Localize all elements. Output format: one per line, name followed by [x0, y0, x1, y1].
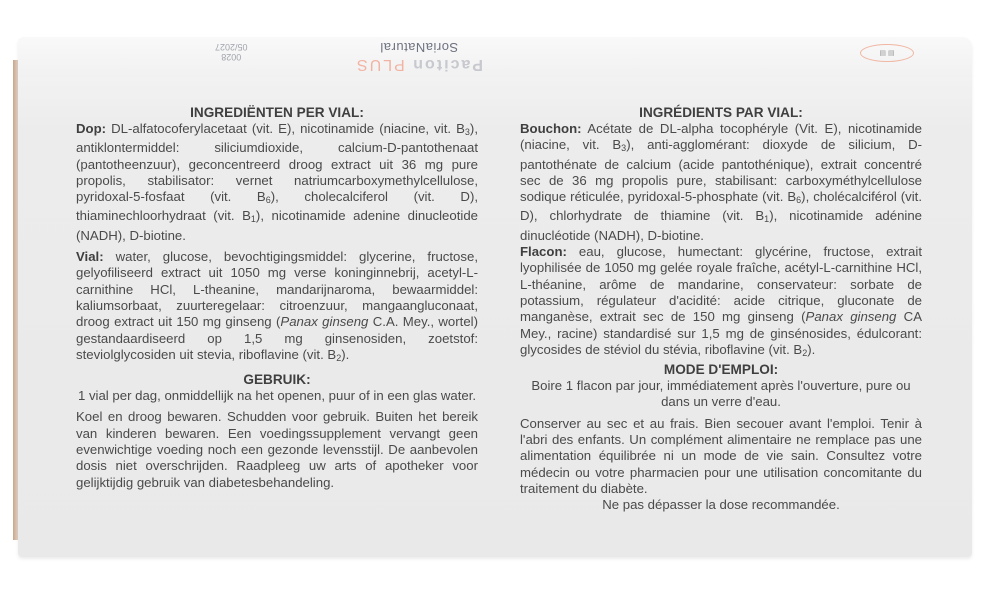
- recycle-badge-icon: ▤ ▤: [860, 44, 914, 62]
- brand-logo: SoriaNatural: [379, 40, 459, 55]
- dutch-usage-heading: GEBRUIK:: [243, 372, 311, 388]
- french-column: [520, 104, 922, 514]
- french-bouchon-paragraph: Bouchon: Acétate de DL-alpha tocophéryle (Vit. E), nicotinamide (niacine, vit. $B_3$), anti-agglomérant: dioxyde de silicium, D-pantothénate de calcium (acide pantothénique), extrait concentré sec de 36 mg propolis pure, stabilisant: carboxyméthylcellulose sodique réticulée, pyridoxal-5-phosphate (vit. $B_6$), cholécalciférol (vit. D), chlorhydrate de thiamine (vit. $B_1$), nicotinamide adénine dinucléotide (NADH), D-biotine.: [520, 121, 923, 243]
- french-storage-text: Conserver au sec et au frais. Bien secouer avant l'emploi. Tenir à l'abri des enfants. Un complément alimentaire ne remplace pas une alimentation équilibrée ni un mode de vie sain. Consultez votre médecin ou votre pharmacien pour une utilisation concomitante du traitement du diabète.: [520, 415, 922, 496]
- french-flacon-paragraph: Flacon: eau, glucose, humectant: glycérine, fructose, extrait lyophilisée de 1050 mg gelée royale fraîche, acétyl-L-carnithine HCl, L-théanine, arôme de mandarine, conservateur: sorbate de potassium, régulateur d'acidité: acide citrique, gluconate de manganèse, extrait sec de 150 mg ginseng (Panax ginseng CA Mey., racine) standardisé sur 1,5 mg de ginsénosides, édulcorant: glycosides de stéviol du stévia, riboflavine (vit. $B_2$).: [520, 244, 923, 358]
- dutch-storage-text: Koel en droog bewaren. Schudden voor gebruik. Buiten het bereik van kinderen bewaren. Een voedingssupplement vervangt geen evenwichtige voeding noch een gezonde levensstijl. De aanbevolen dosis niet overschrijden. Raadpleeg uw arts of apotheker voor gelijktijdig gebruik van diabetesbehandeling.: [76, 409, 478, 490]
- batch-number: 0028: [221, 52, 242, 62]
- box-top-flap: [18, 37, 972, 77]
- dutch-column: [76, 104, 478, 491]
- dutch-usage-text: 1 vial per dag, onmiddellijk na het openen, puur of in een glas water.: [77, 388, 477, 404]
- french-ingredients-heading: INGRÉDIENTS PAR VIAL:: [639, 105, 803, 120]
- french-usage-heading: MODE D'EMPLOI:: [663, 362, 779, 378]
- french-dose-warning: Ne pas dépasser la dose recommandée.: [602, 497, 840, 513]
- expiry-date: 05/2027: [215, 42, 248, 52]
- product-name: Paciton PLUS: [355, 56, 484, 73]
- dutch-ingredients-heading: INGREDIËNTEN PER VIAL:: [190, 105, 364, 120]
- dutch-vial-paragraph: Vial: water, glucose, bevochtigingsmiddel: glycerine, fructose, gelyofiliseerd extract uit 1050 mg verse koninginnebrij, acetyl-L-carnithine HCl, L-theanine, mandarijnaroma, bewaarmiddel: kaliumsorbaat, zuurteregelaar: citroenzuur, mangaangluconaat, droog extract uit 150 mg ginseng (Panax ginseng C.A. Mey., wortel) gestandaardiseerd op 1,5 mg ginsenosiden, zoetstof: steviolglycosiden uit stevia, riboflavine (vit. $B_2$).: [76, 249, 478, 363]
- batch-code: [215, 42, 248, 62]
- product-suffix: PLUS: [355, 56, 405, 73]
- dutch-dop-paragraph: Dop: DL-alfatocoferylacetaat (vit. E), nicotinamide (niacine, vit. $B_3$), antiklontermiddel: siliciumdioxide, calcium-D-pantothenaat (pantotheenzuur), geconcentreerd droog extract uit 36 mg pure propolis, stabilisator: vernet natriumcarboxymethylcellulose, pyridoxal-5-fosfaat (vit. $B_6$), cholecalciferol (vit. D), thiaminechloorhydraat (vit. $B_1$), nicotinamide adenine dinucleotide (NADH), D-biotine.: [76, 121, 478, 243]
- flap-branding: [355, 40, 483, 73]
- french-usage-text: Boire 1 flacon par jour, immédiatement après l'ouverture, pure ou dans un verre d'eau.: [531, 378, 911, 410]
